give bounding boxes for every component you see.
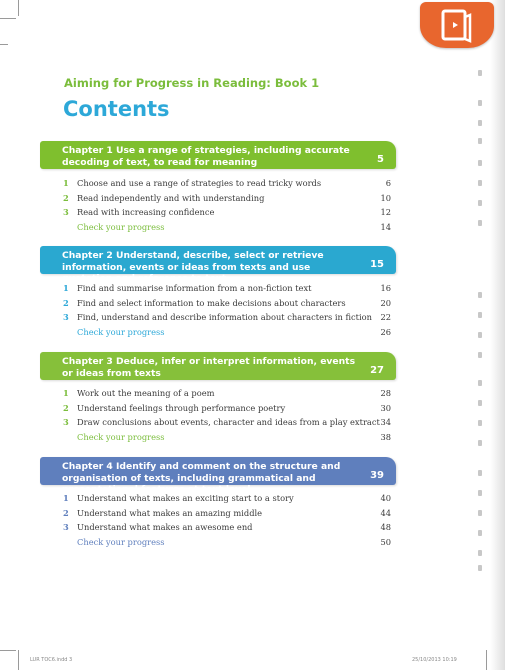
chapter-page: 27 <box>370 364 384 376</box>
entry-label: Check your progress <box>77 536 165 547</box>
entry-label: Work out the meaning of a poem <box>77 388 215 398</box>
entry-label: Check your progress <box>77 326 165 337</box>
chapter-1-header[interactable] <box>40 141 396 169</box>
book-reader-icon[interactable] <box>420 2 494 48</box>
entry-page: 38 <box>380 431 391 442</box>
bleed-marks <box>478 60 488 580</box>
page-edge-shadow <box>490 0 505 670</box>
entry-page: 14 <box>380 221 391 232</box>
toc-entry[interactable] <box>63 403 391 418</box>
entry-page: 44 <box>380 507 391 518</box>
entry-number: 2 <box>63 297 69 308</box>
toc-entry[interactable] <box>63 388 391 403</box>
entry-number: 1 <box>63 283 69 293</box>
entry-page: 48 <box>380 522 391 532</box>
toc-entry-check-progress[interactable] <box>63 327 391 342</box>
entry-number: 1 <box>63 493 69 503</box>
entry-label: Understand what makes an awesome end <box>77 522 253 532</box>
toc-entry-check-progress[interactable] <box>63 222 391 237</box>
slug-filename: LUR TOC6.indd 3 <box>30 657 73 663</box>
entry-page: 6 <box>385 178 391 188</box>
entry-page: 26 <box>380 326 391 337</box>
crop-mark-top-left-v <box>18 0 19 16</box>
chapter-title: Chapter 2 Understand, describe, select or retrieve information, events or ideas from texts and use quotation and reference to text <box>62 250 324 284</box>
toc-entry[interactable] <box>63 417 391 432</box>
crop-mark-top-left-h <box>0 18 16 19</box>
chapter-title: Chapter 3 Deduce, infer or interpret information, events or ideas from texts <box>62 356 356 379</box>
entry-label: Check your progress <box>77 431 165 442</box>
entry-label: Choose and use a range of strategies to read tricky words <box>77 178 322 188</box>
entry-label: Understand what makes an amazing middle <box>77 507 263 518</box>
entry-page: 10 <box>380 192 391 203</box>
entry-label: Find and summarise information from a non-fiction text <box>77 283 312 293</box>
toc-entry[interactable] <box>63 508 391 523</box>
entry-number: 3 <box>63 417 69 427</box>
entry-page: 30 <box>380 402 391 413</box>
entry-number: 1 <box>63 178 69 188</box>
crop-mark-mid-left <box>0 44 8 45</box>
entry-page: 34 <box>380 417 391 427</box>
entry-page: 12 <box>380 207 391 217</box>
entry-number: 3 <box>63 522 69 532</box>
entry-page: 22 <box>380 312 391 322</box>
book-title: Aiming for Progress in Reading: Book 1 <box>64 76 320 90</box>
chapter-page: 39 <box>370 469 384 481</box>
slug-timestamp: 25/10/2013 10:19 <box>412 657 457 663</box>
entry-page: 28 <box>380 388 391 398</box>
chapter-4-header[interactable] <box>40 457 396 495</box>
toc-entry-check-progress[interactable] <box>63 432 391 447</box>
entry-label: Find and select information to make decisions about characters <box>77 297 346 308</box>
chapter-page: 15 <box>370 258 384 270</box>
entry-number: 2 <box>63 192 69 203</box>
entry-label: Check your progress <box>77 221 165 232</box>
chapter-title: Chapter 1 Use a range of strategies, including accurate decoding of text, to read for meaning <box>62 145 350 168</box>
crop-mark-bottom-left-v <box>18 650 19 670</box>
toc-entry[interactable] <box>63 193 391 208</box>
toc-entry[interactable] <box>63 178 391 193</box>
entry-page: 16 <box>380 283 391 293</box>
toc-entry[interactable] <box>63 298 391 313</box>
entry-number: 2 <box>63 402 69 413</box>
chapter-3-sections <box>63 388 391 446</box>
toc-entry-check-progress[interactable] <box>63 537 391 552</box>
crop-mark-bottom-right-v <box>486 650 487 670</box>
toc-entry[interactable] <box>63 493 391 508</box>
contents-heading: Contents <box>63 97 170 121</box>
entry-label: Read independently and with understanding <box>77 192 265 203</box>
entry-number: 1 <box>63 388 69 398</box>
entry-number: 2 <box>63 507 69 518</box>
toc-entry[interactable] <box>63 283 391 298</box>
chapter-title: Chapter 4 Identify and comment on the structure and organisation of texts, including grammatical and presentational features at text level <box>62 461 341 495</box>
chapter-4-sections <box>63 493 391 551</box>
entry-label: Understand what makes an exciting start to a story <box>77 493 294 503</box>
entry-label: Read with increasing confidence <box>77 207 215 217</box>
chapter-1-sections <box>63 178 391 236</box>
entry-page: 20 <box>380 297 391 308</box>
toc-entry[interactable] <box>63 522 391 537</box>
toc-entry[interactable] <box>63 312 391 327</box>
toc-entry[interactable] <box>63 207 391 222</box>
chapter-2-sections <box>63 283 391 341</box>
chapter-page: 5 <box>377 153 384 165</box>
chapter-2-header[interactable] <box>40 246 396 284</box>
crop-mark-bottom-left-h <box>0 650 16 651</box>
entry-label: Find, understand and describe information about characters in fiction <box>77 312 373 322</box>
entry-number: 3 <box>63 312 69 322</box>
entry-label: Draw conclusions about events, character and ideas from a play extract <box>77 417 380 427</box>
entry-label: Understand feelings through performance poetry <box>77 402 286 413</box>
chapter-3-header[interactable] <box>40 352 396 380</box>
entry-page: 50 <box>380 536 391 547</box>
entry-number: 3 <box>63 207 69 217</box>
entry-page: 40 <box>380 493 391 503</box>
